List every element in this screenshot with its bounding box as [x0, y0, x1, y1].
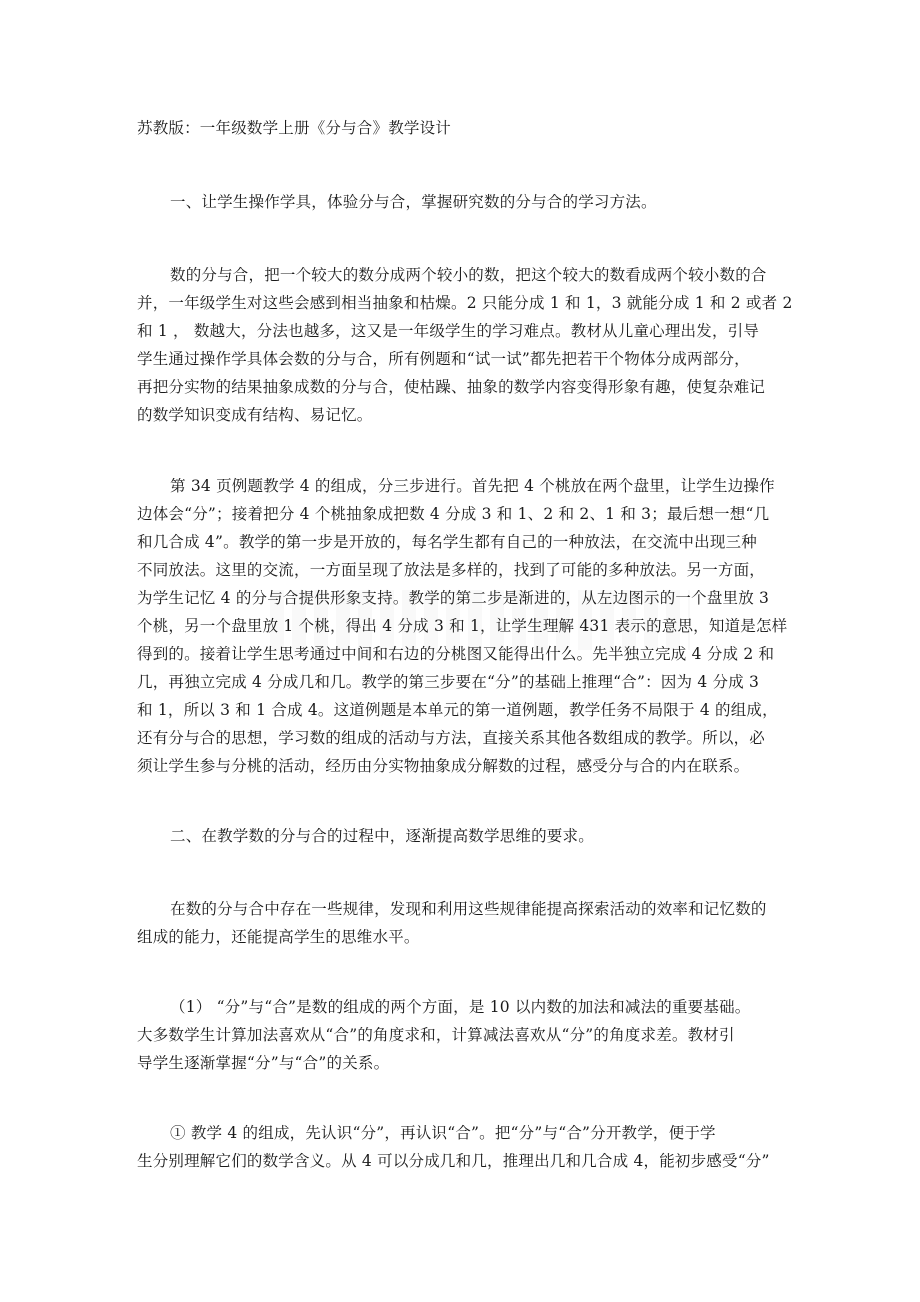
paragraph-line: 得到的。接着让学生思考通过中间和右边的分桃图又能得出什么。先半独立完成 4 分成 2 和: [137, 645, 775, 663]
paragraph-line: 和 1，所以 3 和 1 合成 4。这道例题是本单元的第一道例题，教学任务不局限于 4 的组成，: [137, 701, 778, 719]
paragraph-line: （1） “分”与“合”是数的组成的两个方面，是 10 以内数的加法和减法的重要基础。: [170, 998, 751, 1016]
paragraph-line: 为学生记忆 4 的分与合提供形象支持。教学的第二步是渐进的，从左边图示的一个盘里放 3: [137, 589, 770, 607]
paragraph-line: 的数学知识变成有结构、易记忆。: [137, 406, 373, 424]
paragraph-line: 和 1 ， 数越大，分法也越多，这又是一年级学生的学习难点。教材从儿童心理出发，引导: [137, 322, 760, 340]
paragraph-line: 大多数学生计算加法喜欢从“合”的角度求和，计算减法喜欢从“分”的角度求差。教材引: [137, 1026, 735, 1044]
paragraph-line: 边体会“分”；接着把分 4 个桃抽象成把数 4 分成 3 和 1、2 和 2、1 和 3；最后想一想“几: [137, 505, 770, 523]
document-title: 苏教版：一年级数学上册《分与合》教学设计: [137, 119, 452, 137]
paragraph-line: 导学生逐渐掌握“分”与“合”的关系。: [137, 1054, 390, 1072]
paragraph-line: 和几合成 4”。教学的第一步是开放的，每名学生都有自己的一种放法，在交流中出现三种: [137, 533, 757, 551]
paragraph-line: 并，一年级学生对这些会感到相当抽象和枯燥。2 只能分成 1 和 1，3 就能分成 1 和 2 或者 2: [137, 294, 793, 312]
paragraph-line: 还有分与合的思想，学习数的组成的活动与方法，直接关系其他各数组成的教学。所以，必: [137, 729, 766, 747]
paragraph-line: 生分别理解它们的数学含义。从 4 可以分成几和几，推理出几和几合成 4，能初步感受“分”: [137, 1152, 770, 1170]
paragraph-line: 几，再独立完成 4 分成几和几。教学的第三步要在“分”的基础上推理“合”：因为 4 分成 3: [137, 673, 760, 691]
paragraph-line: ① 教学 4 的组成，先认识“分”，再认识“合”。把“分”与“合”分开教学，便于学: [170, 1124, 716, 1142]
section-heading-2: 二、在教学数的分与合的过程中，逐渐提高数学思维的要求。: [170, 827, 594, 845]
paragraph-line: 第 34 页例题教学 4 的组成，分三步进行。首先把 4 个桃放在两个盘里，让学生边操作: [170, 477, 775, 495]
paragraph-line: 个桃，另一个盘里放 1 个桃，得出 4 分成 3 和 1，让学生理解 431 表示的意思，知道是怎样: [137, 617, 788, 635]
section-heading-1: 一、让学生操作学具，体验分与合，掌握研究数的分与合的学习方法。: [170, 193, 657, 211]
paragraph-line: 组成的能力，还能提高学生的思维水平。: [137, 928, 420, 946]
paragraph-line: 须让学生参与分桃的活动，经历由分实物抽象成分解数的过程，感受分与合的内在联系。: [137, 757, 750, 775]
paragraph-line: 数的分与合，把一个较大的数分成两个较小的数，把这个较大的数看成两个较小数的合: [170, 266, 767, 284]
paragraph-line: 在数的分与合中存在一些规律，发现和利用这些规律能提高探索活动的效率和记忆数的: [170, 900, 767, 918]
paragraph-line: 不同放法。这里的交流，一方面呈现了放法是多样的，找到了可能的多种放法。另一方面，: [137, 561, 766, 579]
paragraph-line: 再把分实物的结果抽象成数的分与合，使枯躁、抽象的数学内容变得形象有趣，使复杂难记: [137, 378, 766, 396]
paragraph-line: 学生通过操作学具体会数的分与合，所有例题和“试一试”都先把若干个物体分成两部分，: [137, 350, 750, 368]
